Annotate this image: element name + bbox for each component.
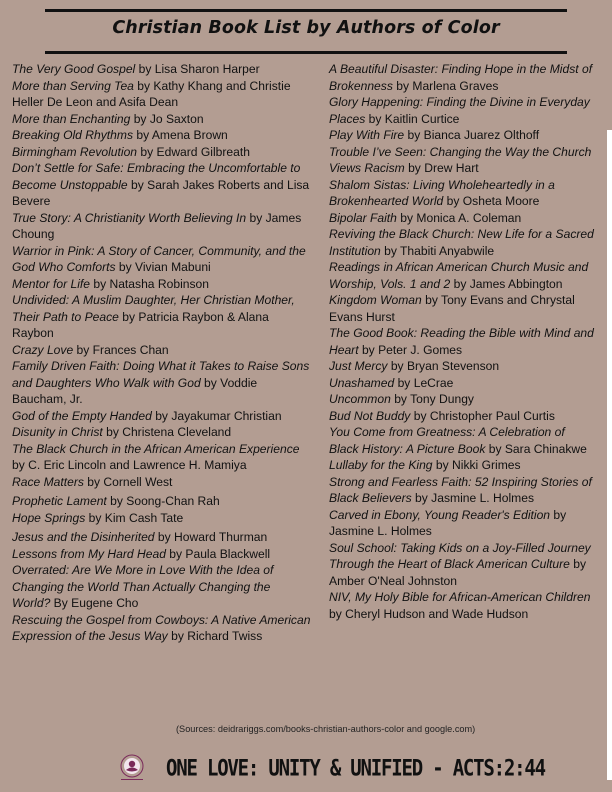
book-author: by Nikki Grimes [432,458,521,472]
book-title: Lessons from My Hard Head [12,546,166,561]
book-title: A Beautiful Disaster: Finding Hope in the Midst of Brokenness [329,62,593,93]
book-entry [329,127,597,144]
book-title: The Good Book: Reading the Bible with Mind and Heart [329,326,594,357]
book-title: Carved in Ebony, Young Reader's Edition [329,507,551,522]
book-title: Reviving the Black Church: New Life for a Sacred Institution [329,227,594,258]
book-title: Disunity in Christ [12,425,103,439]
book-author: by James Abbington [450,276,563,291]
book-author: by C. Eric Lincoln and Lawrence H. Mamiya [12,458,247,472]
book-author: by Natasha Robinson [89,276,209,291]
book-title: Don’t Settle for Safe: Embracing the Uncomfortable to Become Unstoppable [12,161,301,192]
book-title: God of the Empty Handed [12,408,152,423]
book-title: Just Mercy [329,359,388,373]
book-entry [329,375,597,392]
book-entry [12,210,312,243]
left-book-column [12,61,312,645]
book-title: Bipolar Faith [329,210,397,225]
book-author: By Eugene Cho [50,596,139,610]
book-title: Jesus and the Disinherited [12,530,155,544]
book-author: by Cornell West [83,474,173,489]
book-author: by Tony Dungy [390,392,474,406]
book-title: More than Serving Tea [12,78,134,93]
book-title: Prophetic Lament [12,494,107,508]
book-entry [329,144,597,177]
book-entry [329,408,597,425]
book-title: Uncommon [329,392,391,406]
book-author: by Cheryl Hudson and Wade Hudson [329,606,529,621]
book-title: True Story: A Christianity Worth Believing In [12,210,247,225]
book-author: by Patricia Raybon & Alana Raybon [12,309,269,340]
book-entry [329,391,597,408]
book-entry [12,408,312,425]
book-entry [12,612,312,645]
book-title: More than Enchanting [12,111,131,126]
book-author: by Frances Chan [73,342,169,357]
book-title: Kingdom Woman [329,293,422,307]
book-author: by Kim Cash Tate [85,510,184,525]
book-author: by Edward Gilbreath [137,144,250,159]
book-entry [329,259,597,292]
book-author: by Christopher Paul Curtis [410,408,555,423]
book-author: by James Choung [12,210,302,241]
book-title: Crazy Love [12,342,74,357]
book-author: by Soong-Chan Rah [106,494,220,508]
book-author: by Marlena Graves [392,78,499,93]
book-entry [329,292,597,325]
book-title: You Come from Greatness: A Celebration of Black History: A Picture Book [329,425,565,456]
book-entry [329,424,597,457]
book-entry [12,160,312,210]
book-author: by Thabiti Anyabwile [380,243,495,258]
book-entry [12,78,312,111]
book-author: by Sarah Jakes Roberts and Lisa Bevere [12,177,310,208]
book-author: by Bryan Stevenson [387,359,500,373]
book-author: by Howard Thurman [154,530,268,544]
book-entry [329,210,597,227]
book-title: Hope Springs [12,510,86,525]
book-entry [12,529,312,546]
book-entry [329,474,597,507]
book-title: Warrior in Pink: A Story of Cancer, Community, and the God Who Comforts [12,243,306,274]
book-title: Overrated: Are We More in Love With the Idea of Changing the World Than Actually Changing the World? [12,563,274,610]
book-title: The Very Good Gospel [12,62,136,76]
book-title: Trouble I’ve Seen: Changing the Way the Church Views Racism [329,144,592,175]
page-edge-strip [607,130,612,780]
book-author: by Kathy Khang and Christie Heller De Leon and Asifa Dean [12,78,291,109]
book-author: by Christena Cleveland [102,425,232,439]
book-title: Race Matters [12,474,84,489]
book-title: Family Driven Faith: Doing What it Takes to Raise Sons and Daughters Who Walk with God [12,359,310,390]
book-author: by Osheta Moore [443,194,540,208]
book-author: by LeCrae [394,375,454,390]
right-book-column [329,61,597,622]
title-rule-bottom [45,51,567,54]
book-author: by Jasmine L. Holmes [329,507,567,538]
book-entry [12,358,312,408]
book-entry [12,111,312,128]
book-entry [329,589,597,622]
book-entry [329,507,597,540]
title-rule-top [45,9,567,12]
book-title: Rescuing the Gospel from Cowboys: A Native American Expression of the Jesus Way [12,612,311,643]
book-entry [12,474,312,491]
book-entry [12,127,312,144]
book-author: by Vivian Mabuni [115,260,211,274]
book-author: by Paula Blackwell [165,546,271,561]
book-title: Glory Happening: Finding the Divine in Everyday Places [329,95,590,126]
book-title: Strong and Fearless Faith: 52 Inspiring Stories of Black Believers [329,474,592,505]
page-title: Christian Book List by Authors of Color [112,18,500,38]
book-author: by Voddie Baucham, Jr. [12,375,258,406]
book-entry [12,61,312,78]
book-author: by Jasmine L. Holmes [411,491,535,505]
book-author: by Drew Hart [404,161,479,175]
book-author: by Jo Saxton [130,111,204,126]
church-logo-icon [115,753,149,783]
book-author: by Tony Evans and Chrystal Evans Hurst [329,293,575,324]
book-title: NIV, My Holy Bible for African-American Children [329,590,591,604]
book-author: by Kaitlin Curtice [365,111,460,126]
book-author: by Lisa Sharon Harper [135,62,260,76]
motto-footer: ONE LOVE: UNITY & UNIFIED - ACTS:2:44 [166,756,545,782]
book-entry [329,226,597,259]
book-entry [329,540,597,590]
book-title: Breaking Old Rhythms [12,128,133,142]
book-entry [12,510,312,527]
book-author: by Amber O'Neal Johnston [329,557,587,588]
book-title: Bud Not Buddy [329,408,411,423]
book-title: Birmingham Revolution [12,144,138,159]
book-entry [12,342,312,359]
book-title: Unashamed [329,375,395,390]
book-entry [329,325,597,358]
book-entry [12,424,312,441]
book-entry [329,457,597,474]
book-entry [12,243,312,276]
book-entry [12,276,312,293]
book-title: Shalom Sistas: Living Wholeheartedly in a Brokenhearted World [329,177,555,208]
book-title: Mentor for Life [12,276,90,291]
book-author: by Sara Chinakwe [485,441,587,456]
book-entry [329,94,597,127]
sources-note: (Sources: deidrariggs.com/books-christian-authors-color and google.com) [176,724,476,734]
book-entry [329,177,597,210]
book-title: Play With Fire [329,128,405,142]
book-entry [12,292,312,342]
book-title: Soul School: Taking Kids on a Joy-Filled Journey Through the Heart of Black American Culture [329,540,591,571]
book-entry [12,562,312,612]
book-entry [329,358,597,375]
book-entry [12,144,312,161]
book-title: The Black Church in the African American Experience [12,441,300,456]
book-title: Readings in African American Church Music and Worship, Vols. 1 and 2 [329,260,589,291]
book-author: by Amena Brown [133,128,228,142]
book-entry [12,546,312,563]
book-author: by Peter J. Gomes [358,342,463,357]
book-author: by Monica A. Coleman [396,210,522,225]
book-entry [12,493,312,510]
book-author: by Richard Twiss [167,629,263,643]
book-author: by Bianca Juarez Olthoff [404,128,540,142]
book-author: by Jayakumar Christian [151,408,282,423]
book-entry [329,61,597,94]
book-entry [12,441,312,474]
book-title: Lullaby for the King [329,458,433,472]
book-title: Undivided: A Muslim Daughter, Her Christian Mother, Their Path to Peace [12,293,295,324]
